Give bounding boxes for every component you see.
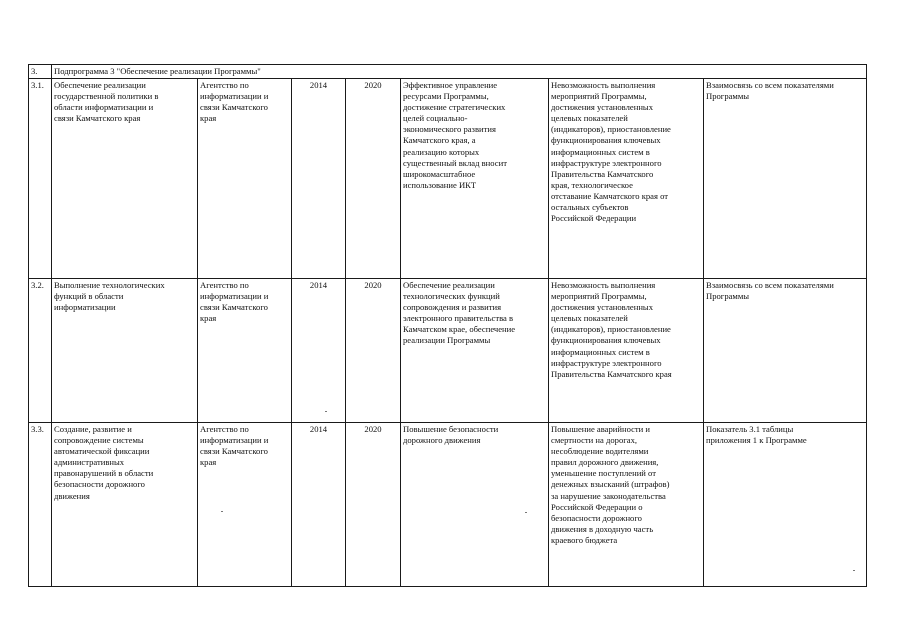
row-number: 3.1. xyxy=(29,79,52,279)
non-implementation-consequences: Невозможность выполнения мероприятий Программы, достижения установленных целевых показателей (индикаторов), приостановление функционирования ключевых информационных систем в инфраструктуре электронного Правительства Камчатского края, технологическое отставание Камчатского края от остальных субъектов Российской Федерации xyxy=(549,79,704,279)
executor: Агентство по информатизации и связи Камчатского края xyxy=(198,79,292,279)
activity-name: Выполнение технологических функций в области информатизации xyxy=(52,279,198,423)
non-implementation-consequences: Повышение аварийности и смертности на дорогах, несоблюдение водителями правил дорожного движения, уменьшение поступлений от денежных взысканий (штрафов) за нарушение законодательства Российской Федерации о безопасности дорожного движения в доходную часть краевого бюджета xyxy=(549,423,704,587)
table-row xyxy=(29,279,867,423)
expected-result: Эффективное управление ресурсами Программы, достижение стратегических целей социально- экономического развития Камчатского края, а реализацию которых существенный вклад вносит широкомасштабное использование ИКТ xyxy=(401,79,549,279)
end-year: 2020 xyxy=(346,79,401,279)
indicator-link: Показатель 3.1 таблицы приложения 1 к Программе xyxy=(704,423,867,587)
expected-result: Обеспечение реализации технологических функций сопровождения и развития электронного правительства в Камчатском крае, обеспечение реализации Программы xyxy=(401,279,549,423)
end-year: 2020 xyxy=(346,279,401,423)
scan-speck xyxy=(325,411,327,412)
start-year: 2014 xyxy=(292,279,346,423)
start-year: 2014 xyxy=(292,79,346,279)
start-year: 2014 xyxy=(292,423,346,587)
activity-name: Создание, развитие и сопровождение системы автоматической фиксации административных правонарушений в области безопасности дорожного движения xyxy=(52,423,198,587)
executor: Агентство по информатизации и связи Камчатского края xyxy=(198,279,292,423)
row-number: 3.3. xyxy=(29,423,52,587)
section-header-row xyxy=(29,65,867,79)
program-table xyxy=(28,64,867,587)
section-number: 3. xyxy=(29,65,52,79)
non-implementation-consequences: Невозможность выполнения мероприятий Программы, достижения установленных целевых показателей (индикаторов), приостановление функционирования ключевых информационных систем в инфраструктуре электронного Правительства Камчатского края xyxy=(549,279,704,423)
scan-speck xyxy=(525,512,527,513)
indicator-link: Взаимосвязь со всем показателями Программы xyxy=(704,279,867,423)
row-number: 3.2. xyxy=(29,279,52,423)
table-row xyxy=(29,423,867,587)
table-row xyxy=(29,79,867,279)
expected-result: Повышение безопасности дорожного движения xyxy=(401,423,549,587)
section-title: Подпрограмма 3 "Обеспечение реализации Программы" xyxy=(52,65,867,79)
indicator-link: Взаимосвязь со всем показателями Программы xyxy=(704,79,867,279)
scan-speck xyxy=(853,570,855,571)
activity-name: Обеспечение реализации государственной политики в области информатизации и связи Камчатского края xyxy=(52,79,198,279)
executor: Агентство по информатизации и связи Камчатского края xyxy=(198,423,292,587)
end-year: 2020 xyxy=(346,423,401,587)
scan-speck xyxy=(221,511,223,512)
